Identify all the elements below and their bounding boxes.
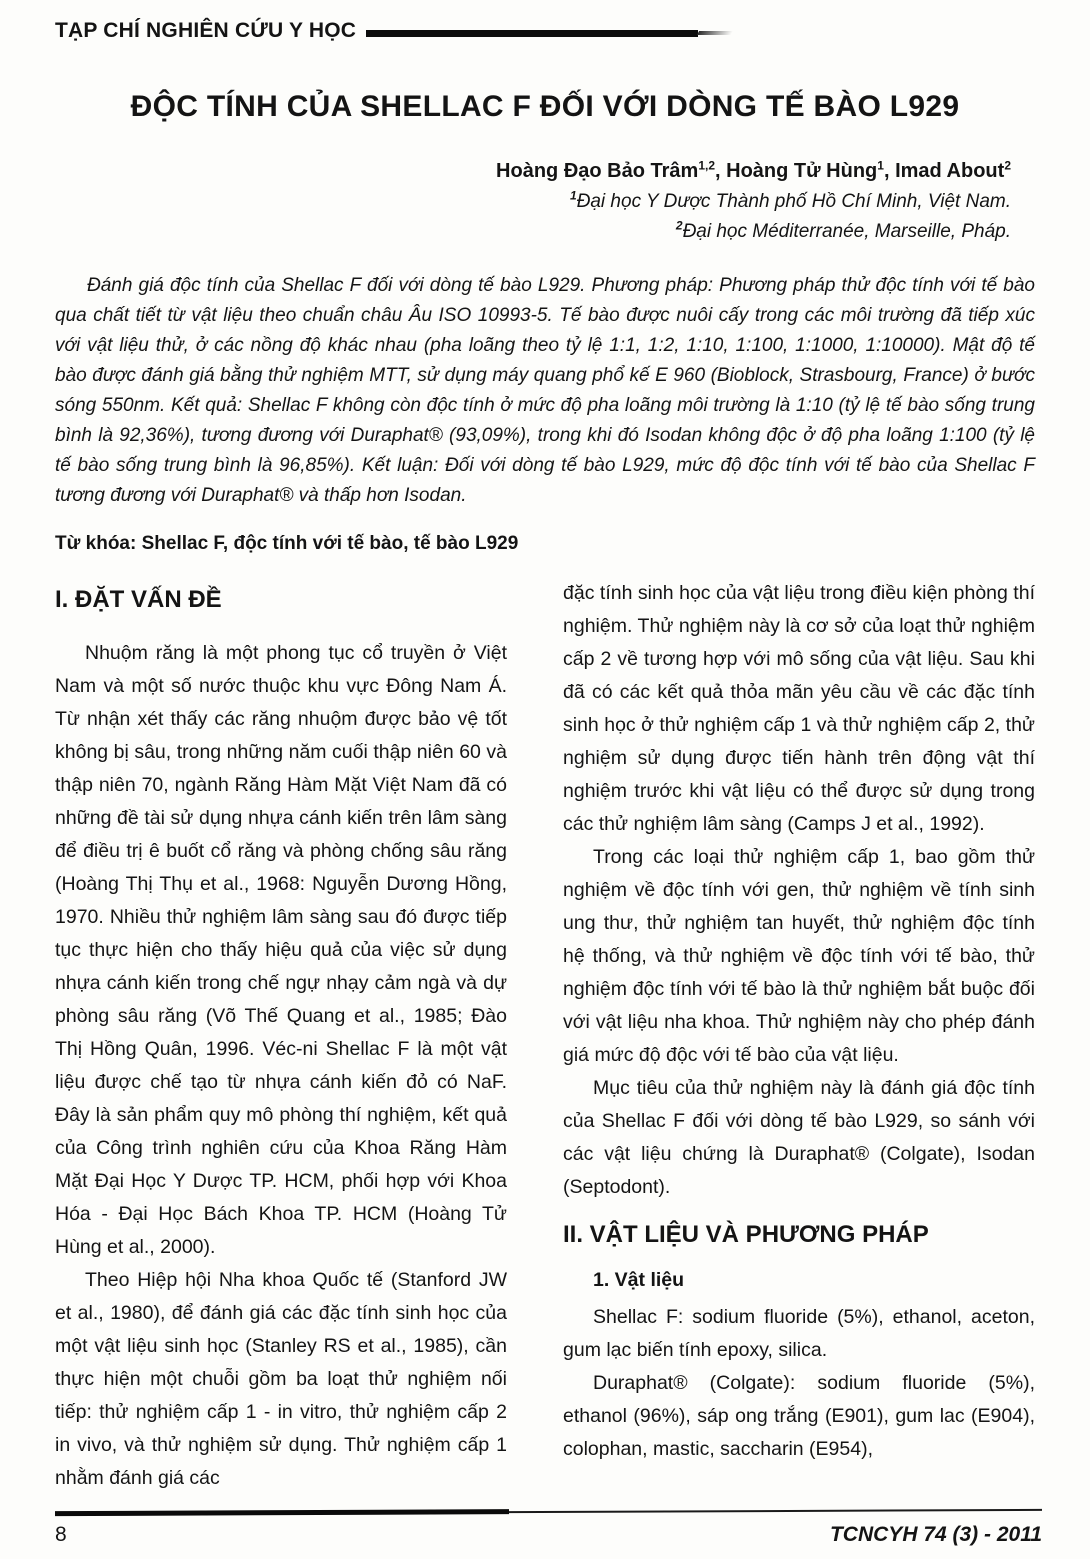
body-paragraph: Mục tiêu của thử nghiệm này là đánh giá độc tính của Shellac F đối với dòng tế bào L929, so sánh với các vật liệu chứng là Duraphat® (Colgate), Isodan (Septodont).	[563, 1077, 1035, 1198]
body-paragraph: Shellac F: sodium fluoride (5%), ethanol, aceton, gum lạc biến tính epoxy, silica.	[563, 1306, 1035, 1361]
abstract-text: Đánh giá độc tính của Shellac F đối với dòng tế bào L929. Phương pháp: Phương pháp thử độc tính với tế bào qua chất tiết từ vật liệu theo chuẩn châu Âu ISO 10993-5. Tế bào được nuôi cấy trong các môi trường đã tiếp xúc với vật liệu thử, ở các nồng độ khác nhau (pha loãng theo tỷ lệ 1:1, 1:2, 1:10, 1:100, 1:1000, 1:10000). Mật độ tế bào được đánh giá bằng thử nghiệm MTT, sử dụng máy quang phổ kế E 960 (Bioblock, Strasbourg, France) ở bước sóng 550nm. Kết quả: Shellac F không còn độc tính ở mức độ pha loãng môi trường là 1:10 (tỷ lệ tế bào sống trung bình là 92,36%), tương đương với Duraphat® (93,09%), trong khi đó Isodan không độc ở độ pha loãng 1:100 (tỷ lệ tế bào sống trung bình là 96,85%). Kết luận: Đối với dòng tế bào L929, mức độ độc tính với tế bào của Shellac F tương đương với Duraphat® và thấp hơn Isodan.	[55, 275, 1035, 506]
journal-name: TẠP CHÍ NGHIÊN CỨU Y HỌC	[55, 19, 357, 42]
keywords-line: Từ khóa: Shellac F, độc tính với tế bào, tế bào L929	[55, 533, 519, 554]
affiliation-line: $^1$Đại học Y Dược Thành phố Hồ Chí Minh, Việt Nam.	[569, 188, 1011, 212]
authors-line: Hoàng Đạo Bảo Trâm$^{1,2}$, Hoàng Tử Hùng$^1$, Imad About$^2$	[496, 158, 1011, 182]
author-name: Hoàng Tử Hùng$^1$	[726, 158, 884, 182]
footer-row	[55, 1523, 1042, 1547]
footer-rule	[55, 1509, 1042, 1515]
journal-header	[55, 16, 1035, 46]
author-name: Hoàng Đạo Bảo Trâm$^{1,2}$	[496, 158, 715, 182]
body-paragraph: Duraphat® (Colgate): sodium fluoride (5%), ethanol (96%), sáp ong trắng (E901), gum lac (E904), colophan, mastic, saccharin (E954),	[563, 1372, 1035, 1460]
body-paragraph: Theo Hiệp hội Nha khoa Quốc tế (Stanford JW et al., 1980), để đánh giá các đặc tính sinh học của một vật liệu sinh học (Stanley RS et al., 1985), cần thực hiện một chuỗi gồm ba loạt thử nghiệm nối tiếp: thử nghiệm cấp 1 - in vitro, thử nghiệm cấp 2 in vivo, và thử nghiệm sử dụng. Thử nghiệm cấp 1 nhằm đánh giá các	[55, 1269, 507, 1489]
journal-issue-reference: TCNCYH 74 (3) - 2011	[829, 1523, 1042, 1546]
section-heading: I. ĐẶT VẤN ĐỀ	[55, 586, 222, 613]
article-title: ĐỘC TÍNH CỦA SHELLAC F ĐỐI VỚI DÒNG TẾ BÀO L929	[130, 90, 960, 123]
page-footer	[55, 1511, 1042, 1547]
affiliation-line: $^2$Đại học Méditerranée, Marseille, Pháp.	[675, 218, 1011, 242]
body-paragraph: Trong các loại thử nghiệm cấp 1, bao gồm thử nghiệm về độc tính với gen, thử nghiệm về tính sinh ung thư, thử nghiệm tan huyết, thử nghiệm độc tính hệ thống, và thử nghiệm về độc tính với tế bào, thử nghiệm độc tính với tế bào là thử nghiệm bắt buộc đối với vật liệu nha khoa. Thử nghiệm này cho phép đánh giá mức độ độc với tế bào của vật liệu.	[563, 846, 1035, 1066]
author-name: Imad About$^2$	[895, 158, 1011, 182]
body-paragraph: Nhuộm răng là một phong tục cổ truyền ở Việt Nam và một số nước thuộc khu vực Đông Nam Á. Từ nhận xét thấy các răng nhuộm được bảo vệ tốt không bị sâu, trong những năm cuối thập niên 60 và thập niên 70, ngành Răng Hàm Mặt Việt Nam đã có những đề tài sử dụng nhựa cánh kiến trên lâm sàng để điều trị ê buốt cổ răng và phòng chống sâu răng (Hoàng Thị Thụ et al., 1968: Nguyễn Dương Hồng, 1970. Nhiều thử nghiệm lâm sàng sau đó được tiếp tục thực hiện cho thấy hiệu quả của việc sử dụng nhựa cánh kiến trong chế ngự nhạy cảm ngà và dự phòng sâu răng (Võ Thế Quang et al., 1985; Đào Thị Hồng Quân, 1996. Véc-ni Shellac F là một vật liệu được chế tạo từ nhựa cánh kiến đỏ có NaF. Đây là sản phẩm quy mô phòng thí nghiệm, kết quả của Công trình nghiên cứu của Khoa Răng Hàm Mặt Đại Học Y Dược TP. HCM, phối hợp với Khoa Hóa - Đại Học Bách Khoa TP. HCM (Hoàng Tử Hùng et al., 2000).	[55, 642, 507, 1258]
header-rule	[366, 30, 698, 37]
section-heading: II. VẬT LIỆU VÀ PHƯƠNG PHÁP	[563, 1221, 929, 1248]
right-column	[563, 577, 1035, 1495]
left-column	[55, 577, 507, 1495]
affiliations-block	[55, 187, 1035, 247]
sub-heading: 1. Vật liệu	[593, 1269, 685, 1291]
page-number: 8	[55, 1523, 67, 1546]
body-paragraph: đặc tính sinh học của vật liệu trong điều kiện phòng thí nghiệm. Thử nghiệm này là cơ sở của loạt thử nghiệm cấp 2 về tương hợp với mô sống của vật liệu. Sau khi đã có các kết quả thỏa mãn yêu cầu về các đặc tính sinh học ở thử nghiệm cấp 1 và thử nghiệm cấp 2, thử nghiệm sử dụng được tiến hành trên động vật thí nghiệm trước khi vật liệu có thể được sử dụng trong các thử nghiệm lâm sàng (Camps J et al., 1992).	[563, 582, 1035, 835]
body-columns	[55, 577, 1035, 1495]
